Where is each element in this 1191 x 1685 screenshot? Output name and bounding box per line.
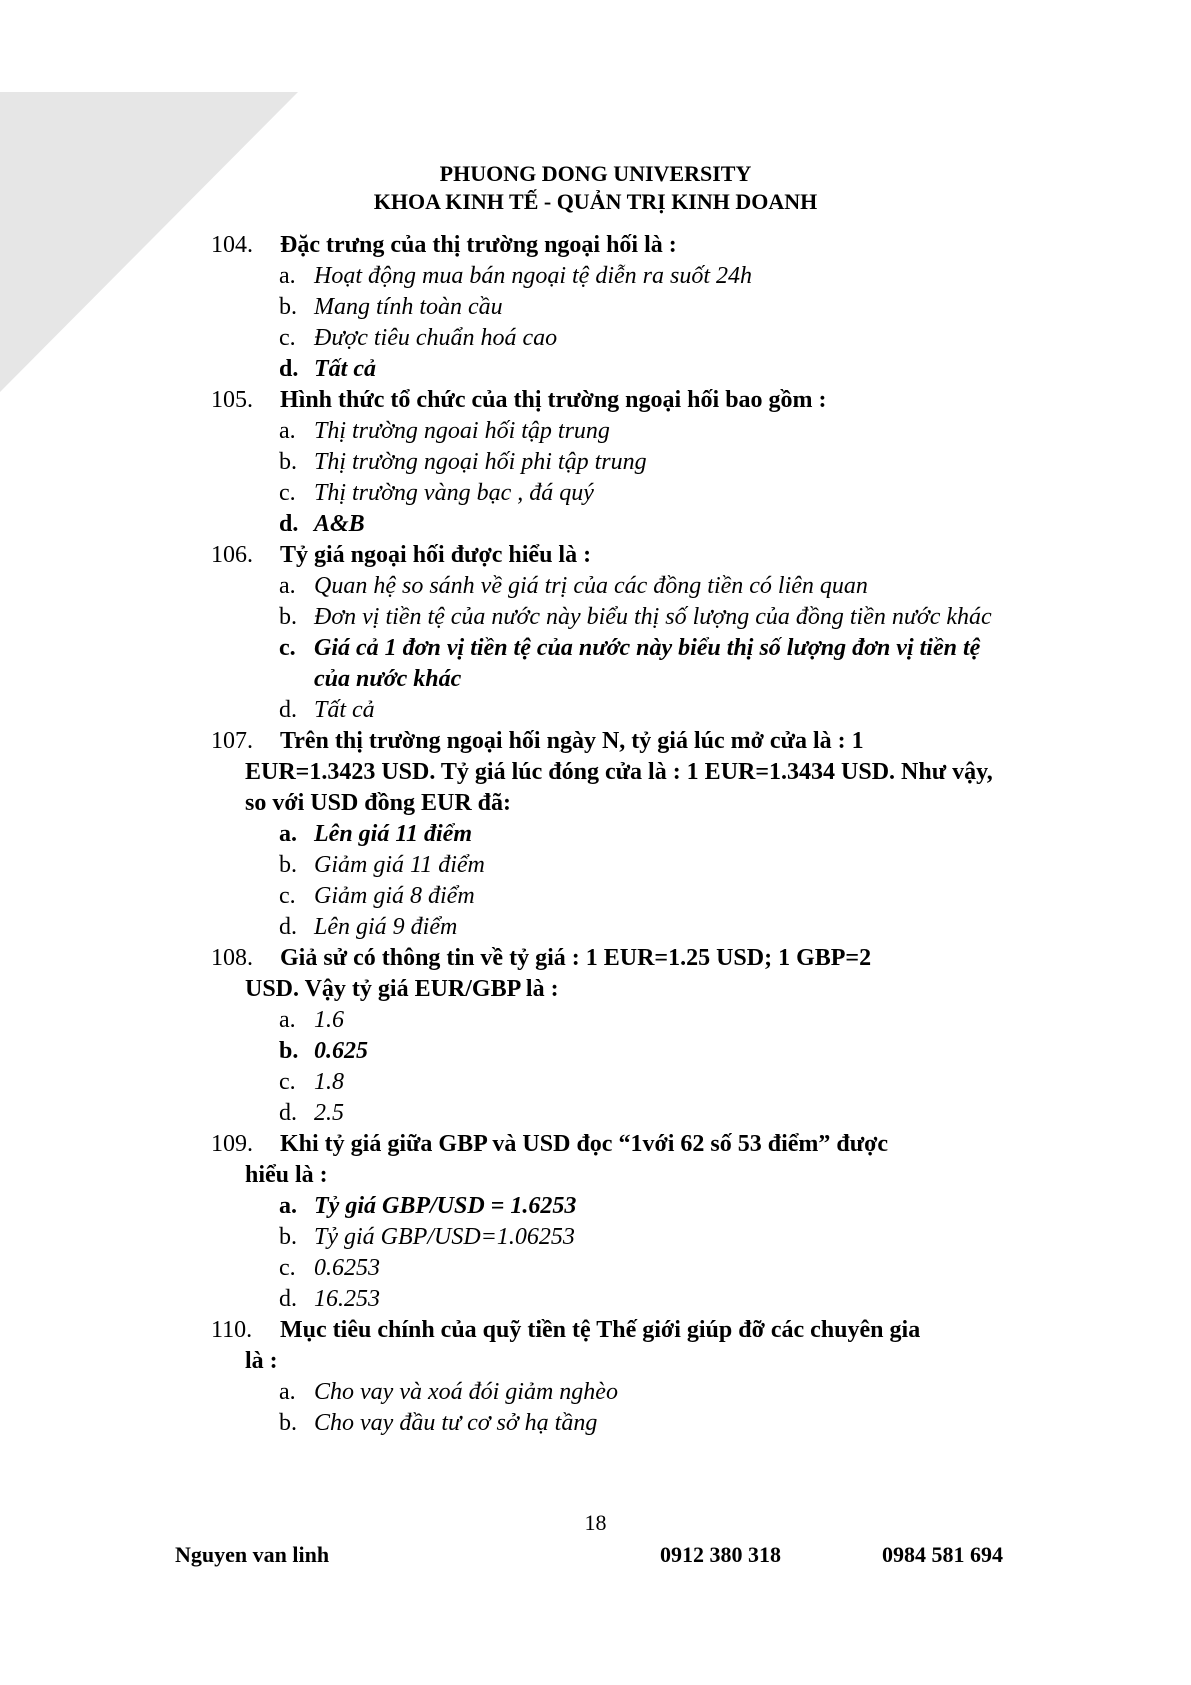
option-letter: d. [279, 914, 297, 940]
option [0, 478, 1001, 509]
option-letter: b. [279, 604, 297, 630]
option [0, 1284, 1001, 1315]
option [0, 1377, 1001, 1408]
option-correct [0, 509, 1001, 540]
option-letter: a. [279, 573, 296, 599]
footer-phone-2: 0984 581 694 [882, 1542, 1003, 1567]
option-text: Thị trường ngoại hối phi tập trung [314, 449, 647, 475]
option-letter: a. [279, 1379, 296, 1405]
question-list [0, 230, 1191, 1439]
option [0, 695, 1001, 726]
option [0, 261, 1001, 292]
question-104 [0, 230, 1001, 261]
option-letter: a. [279, 418, 296, 444]
question-105 [0, 385, 1001, 416]
option-letter: b. [279, 449, 297, 475]
option-text: 1.6 [314, 1007, 344, 1033]
option [0, 447, 1001, 478]
option [0, 602, 1001, 633]
option-letter: b. [279, 1410, 297, 1436]
option-letter: c. [279, 635, 296, 661]
option-letter: c. [279, 883, 296, 909]
option-letter: b. [279, 852, 297, 878]
question-number: 106. [211, 542, 253, 568]
option-letter: b. [279, 1038, 299, 1064]
question-number: 105. [211, 387, 253, 413]
department-name: KHOA KINH TẾ - QUẢN TRỊ KINH DOANH [373, 189, 818, 214]
question-text: Mục tiêu chính của quỹ tiền tệ Thế giới giúp đỡ các chuyên gia [280, 1317, 921, 1343]
option [0, 1222, 1001, 1253]
option-text: Giá cả 1 đơn vị tiền tệ của nước này biểu thị số lượng đơn vị tiền tệ của nước khác [314, 635, 981, 692]
option-letter: a. [279, 821, 297, 847]
option-text: 16.253 [314, 1286, 380, 1312]
option-text: Quan hệ so sánh về giá trị của các đồng tiền có liên quan [314, 573, 868, 599]
footer-name: Nguyen van linh [175, 1542, 330, 1567]
question-text-continued: là : [245, 1348, 278, 1374]
option-text: Tất cả [314, 697, 375, 723]
option-correct [0, 1036, 1001, 1067]
option [0, 912, 1001, 943]
option [0, 850, 1001, 881]
question-text: Tỷ giá ngoại hối được hiểu là : [280, 542, 592, 568]
question-number: 110. [211, 1317, 253, 1343]
question-text-continued: hiểu là : [245, 1162, 328, 1188]
option-letter: d. [279, 697, 297, 723]
option [0, 1098, 1001, 1129]
question-number: 108. [211, 945, 253, 971]
option-letter: c. [279, 1255, 296, 1281]
option-letter: c. [279, 480, 296, 506]
option-letter: a. [279, 263, 296, 289]
option-letter: a. [279, 1193, 297, 1219]
question-number: 109. [211, 1131, 253, 1157]
question-108 [0, 943, 1001, 1005]
option-text: Lên giá 11 điểm [314, 821, 472, 847]
option [0, 571, 1001, 602]
question-106 [0, 540, 1001, 571]
option [0, 416, 1001, 447]
option-text: Được tiêu chuẩn hoá cao [314, 325, 558, 351]
option [0, 323, 1001, 354]
option [0, 1408, 1001, 1439]
option [0, 1067, 1001, 1098]
option-letter: b. [279, 1224, 297, 1250]
question-109 [0, 1129, 1001, 1191]
question-text: Trên thị trường ngoại hối ngày N, tỷ giá lúc mở cửa là : 1 [280, 728, 864, 754]
question-text-continued: EUR=1.3423 USD. Tỷ giá lúc đóng cửa là : 1 EUR=1.3434 USD. Như vậy, so với USD đồng EUR đã: [245, 759, 993, 816]
question-text: Khi tỷ giá giữa GBP và USD đọc “1với 62 số 53 điểm” được [280, 1131, 889, 1157]
option-text: A&B [314, 511, 365, 537]
option-letter: b. [279, 294, 297, 320]
option-text: 1.8 [314, 1069, 344, 1095]
question-text: Hình thức tổ chức của thị trường ngoại hối bao gồm : [280, 387, 827, 413]
question-text: Giả sử có thông tin về tỷ giá : 1 EUR=1.25 USD; 1 GBP=2 [280, 945, 872, 971]
option-text: Thị trường ngoai hối tập trung [314, 418, 610, 444]
footer-phone-1: 0912 380 318 [660, 1542, 781, 1567]
option-correct [0, 354, 1001, 385]
university-name: PHUONG DONG UNIVERSITY [439, 161, 752, 186]
option-text: Mang tính toàn cầu [314, 294, 503, 320]
option-text: Lên giá 9 điểm [314, 914, 458, 940]
option-letter: d. [279, 1286, 297, 1312]
question-text-continued: USD. Vậy tỷ giá EUR/GBP là : [245, 976, 559, 1002]
option-text: 0.6253 [314, 1255, 380, 1281]
option-text: Giảm giá 8 điểm [314, 883, 475, 909]
question-number: 107. [211, 728, 253, 754]
option-text: 0.625 [314, 1038, 368, 1064]
option-text: Tỷ giá GBP/USD = 1.6253 [314, 1193, 577, 1219]
option [0, 1005, 1001, 1036]
option-text: Hoạt động mua bán ngoại tệ diễn ra suốt 24h [314, 263, 752, 289]
option [0, 881, 1001, 912]
page-number: 18 [584, 1510, 607, 1535]
option [0, 1253, 1001, 1284]
option-text: Tỷ giá GBP/USD=1.06253 [314, 1224, 575, 1250]
option-text: Đơn vị tiền tệ của nước này biểu thị số lượng của đồng tiền nước khác [314, 604, 992, 630]
option-text: Tất cả [314, 356, 376, 382]
question-110 [0, 1315, 1001, 1377]
option-text: 2.5 [314, 1100, 344, 1126]
option-text: Giảm giá 11 điểm [314, 852, 485, 878]
option-correct [0, 819, 1001, 850]
option-text: Cho vay đầu tư cơ sở hạ tầng [314, 1410, 598, 1436]
option-letter: c. [279, 1069, 296, 1095]
question-text: Đặc trưng của thị trường ngoại hối là : [280, 232, 677, 258]
option-letter: d. [279, 1100, 297, 1126]
option-letter: d. [279, 356, 299, 382]
option-correct [0, 1191, 1001, 1222]
option-letter: c. [279, 325, 296, 351]
question-107 [0, 726, 1001, 819]
option-correct [0, 633, 1001, 695]
option-letter: a. [279, 1007, 296, 1033]
option-text: Thị trường vàng bạc , đá quý [314, 480, 594, 506]
option [0, 292, 1001, 323]
option-letter: d. [279, 511, 299, 537]
option-text: Cho vay và xoá đói giảm nghèo [314, 1379, 618, 1405]
question-number: 104. [211, 232, 253, 258]
